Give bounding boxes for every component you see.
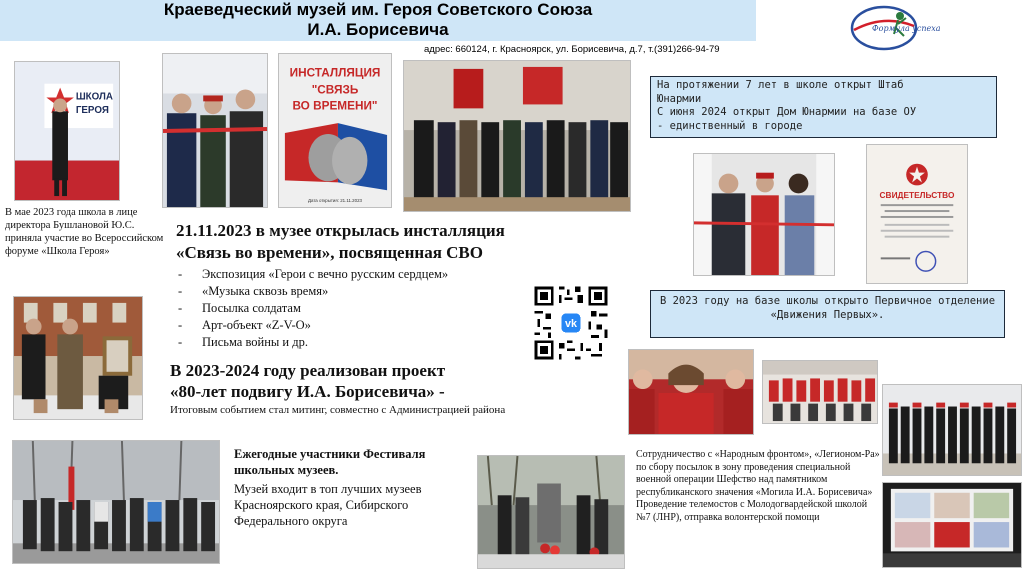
yunarmiya-info-box (650, 76, 997, 138)
veterans-outdoor-photo (13, 296, 143, 420)
logo-text: Формула успеха (872, 24, 941, 33)
festival-body: Музей входит в топ лучших музеев Красноярского края, Сибирского Федерального округа (234, 482, 422, 528)
girl-ribbon-photo (628, 349, 754, 435)
project-subtext: Итоговым событием стал митинг, совместно с Администрацией района (170, 404, 506, 416)
svg-text:vk: vk (565, 318, 577, 331)
formula-uspekha-logo (850, 4, 941, 52)
festival-heading-line2: школьных музеев. (234, 463, 339, 477)
list-item: - «Музыка сквозь время» (176, 283, 556, 300)
banner-line2: ГЕРОЯ (75, 105, 109, 117)
page-title-line2: И.А. Борисевича (307, 20, 449, 39)
monument-photo (477, 455, 625, 569)
list-item: - Письма войны и др. (176, 334, 556, 351)
poster-line3: ВО ВРЕМЕНИ" (292, 98, 378, 113)
list-item: - Экспозиция «Герои с вечно русским сердцем» (176, 266, 556, 283)
installation-heading-line1: 21.11.2023 в музее открылась инсталляция (176, 221, 505, 240)
cooperation-text: Сотрудничество с «Народным фронтом», «Легионом-Ра» по сбору посылок в зону проведения специальной военной операции Шефство над памятником республиканского значения «Могила И.А. Борисевича» Проведение телемостов с Молодогвардейской школой №7 (ЛНР), отправка волонтерской помощи (636, 449, 880, 523)
address-text: адрес: 660124, г. Красноярск, ул. Борисевича, д.7, т.(391)266-94-79 (424, 44, 720, 55)
installation-heading-line2: «Связь во времени», посвященная СВО (176, 243, 483, 262)
list-item: - Арт-объект «Z-V-O» (176, 317, 556, 334)
project-heading-line1: В 2023-2024 году реализован проект (170, 361, 446, 380)
info-line: С июня 2024 открыт Дом Юнармии на базе ОУ (657, 106, 917, 118)
festival-group-photo (12, 440, 220, 564)
info-line: - единственный в городе (657, 119, 803, 132)
poster-date: Дата открытия: 21.11.2023 (307, 198, 363, 204)
forum-caption: В мае 2023 года школа в лице директора Бушлановой Ю.С. приняла участие во Всероссийском форуме «Школа Героя» (5, 207, 164, 257)
class-group-photo (762, 360, 878, 424)
project-heading (170, 360, 610, 402)
certificate-photo (866, 144, 968, 284)
page-title-line1: Краеведческий музей им. Героя Советского Союза (163, 0, 593, 19)
telebridge-photo (882, 482, 1022, 568)
festival-heading (234, 446, 484, 478)
veterans-group-photo (403, 60, 631, 212)
installation-heading (176, 220, 576, 264)
installation-poster (278, 53, 392, 208)
title-banner (0, 0, 756, 41)
festival-heading-line1: Ежегодные участники Фестиваля (234, 447, 426, 461)
vk-qr-code[interactable] (532, 284, 610, 362)
list-item: - Посылка солдатам (176, 300, 556, 317)
poster-line1: ИНСТАЛЛЯЦИЯ (289, 65, 381, 80)
forum-photo (14, 61, 120, 201)
cadets-lineup-photo (882, 384, 1022, 476)
info-line: Юнармии (657, 92, 702, 105)
certificate-title: СВИДЕТЕЛЬСТВО (879, 190, 955, 201)
project-heading-line2: «80-лет подвигу И.А. Борисевича» - (170, 382, 445, 401)
installation-list (176, 266, 556, 351)
dvizhenie-pervykh-info-box: В 2023 году на базе школы открыто Первичное отделение «Движения Первых». (650, 290, 1005, 338)
info-line: На протяжении 7 лет в школе открыт Штаб (657, 79, 904, 91)
poster-line2: "СВЯЗЬ (311, 82, 359, 97)
yunarmiya-house-opening-photo (693, 153, 835, 276)
ribbon-cutting-photo (162, 53, 268, 208)
banner-line1: ШКОЛА (75, 91, 114, 103)
